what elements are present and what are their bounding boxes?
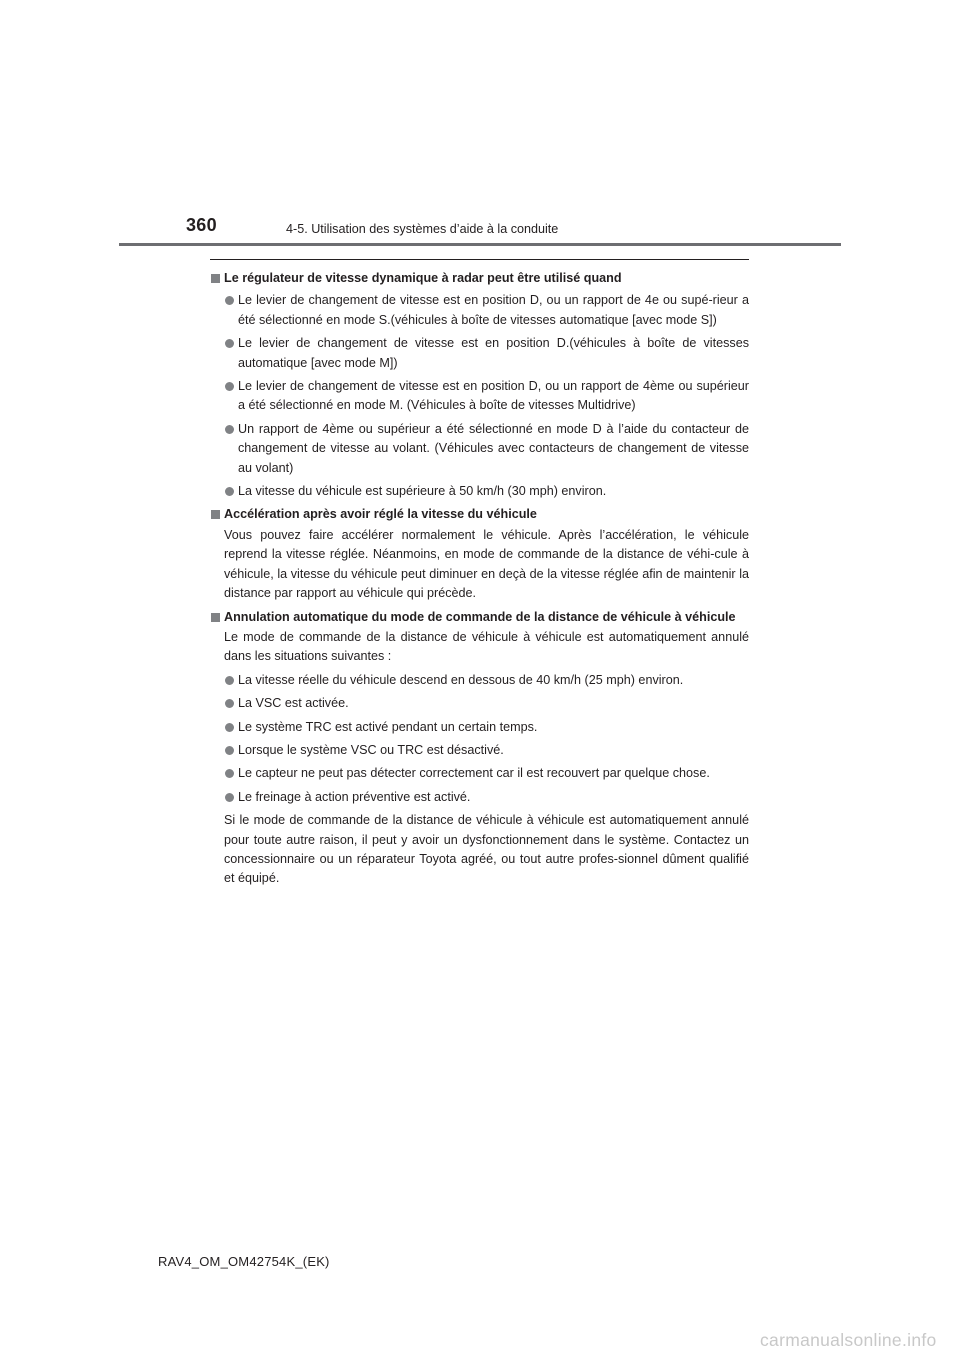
circle-bullet-icon xyxy=(225,769,234,778)
section-heading xyxy=(210,608,749,627)
list-item xyxy=(210,291,749,330)
list-item xyxy=(210,788,749,807)
list-item-text: Le levier de changement de vitesse est en position D.(véhicules à boîte de vitesses automatique [avec mode M]) xyxy=(238,336,749,370)
list-item xyxy=(210,420,749,478)
closing-paragraph: Si le mode de commande de la distance de véhicule à véhicule est automatiquement annulé pour toute autre raison, il peut y avoir un dysfonctionnement dans le système. Contactez un concessionnaire ou un réparateur Toyota agréé, ou tout autre profes-sionnel dûment qualifié et équipé. xyxy=(224,813,749,886)
section-auto-cancel xyxy=(210,608,749,889)
list-item xyxy=(210,377,749,416)
circle-bullet-icon xyxy=(225,723,234,732)
list-item-text: Un rapport de 4ème ou supérieur a été sélectionné en mode D à l’aide du contacteur de changement de vitesse au volant. (Véhicules avec contacteurs de changement de vitesse au volant) xyxy=(238,421,749,475)
section-title: Le régulateur de vitesse dynamique à radar peut être utilisé quand xyxy=(224,271,622,285)
section-acceleration xyxy=(210,505,749,603)
list-item-text: Le système TRC est activé pendant un certain temps. xyxy=(238,719,538,734)
list-item-text: La VSC est activée. xyxy=(238,696,349,711)
section-heading xyxy=(210,505,749,524)
section-conditions xyxy=(210,269,749,501)
circle-bullet-icon xyxy=(225,296,234,305)
list-item xyxy=(210,671,749,690)
header-divider xyxy=(119,243,841,246)
circle-bullet-icon xyxy=(225,339,234,348)
list-item-text: Le levier de changement de vitesse est en position D, ou un rapport de 4ème ou supérieur a été sélectionné en mode M. (Véhicules à boîte de vitesses Multidrive) xyxy=(238,379,749,413)
section-title: Accélération après avoir réglé la vitesse du véhicule xyxy=(224,507,537,522)
list-item xyxy=(210,718,749,737)
list-item xyxy=(210,334,749,373)
document-code: RAV4_OM_OM42754K_(EK) xyxy=(158,1254,330,1269)
list-item xyxy=(210,482,749,501)
list-item-text: Lorsque le système VSC ou TRC est désactivé. xyxy=(238,742,504,757)
circle-bullet-icon xyxy=(225,382,234,391)
section-heading xyxy=(210,269,749,288)
watermark: carmanualsonline.info xyxy=(760,1330,937,1350)
list-item-text: Le capteur ne peut pas détecter correctement car il est recouvert par quelque chose. xyxy=(238,766,710,781)
list-item xyxy=(210,764,749,783)
square-bullet-icon xyxy=(211,274,220,283)
square-bullet-icon xyxy=(211,613,220,622)
list-item-text: Le levier de changement de vitesse est en position D, ou un rapport de 4e ou supé-rieur a été sélectionné en mode S.(véhicules à boîte de vitesses automatique [avec mode S]) xyxy=(238,293,749,327)
list-item-text: Le freinage à action préventive est activé. xyxy=(238,789,471,804)
page-number: 360 xyxy=(186,215,217,235)
list-item xyxy=(210,741,749,760)
circle-bullet-icon xyxy=(225,793,234,802)
circle-bullet-icon xyxy=(225,487,234,496)
circle-bullet-icon xyxy=(225,699,234,708)
circle-bullet-icon xyxy=(225,746,234,755)
circle-bullet-icon xyxy=(225,676,234,685)
page-content xyxy=(210,259,749,893)
section-paragraph: Vous pouvez faire accélérer normalement le véhicule. Après l’accélération, le véhicule reprend la vitesse réglée. Néanmoins, en mode de commande de la distance de véhi-cule à véhicule, la vitesse du véhicule peut diminuer en deçà de la vitesse réglée afin de maintenir la distance par rapport au véhicule qui précède. xyxy=(224,527,749,601)
circle-bullet-icon xyxy=(225,425,234,434)
list-item xyxy=(210,694,749,713)
list-item-text: La vitesse réelle du véhicule descend en dessous de 40 km/h (25 mph) environ. xyxy=(238,672,684,687)
section-paragraph: Le mode de commande de la distance de véhicule à véhicule est automatiquement annulé dans les situations suivantes : xyxy=(224,629,749,664)
list-item-text: La vitesse du véhicule est supérieure à 50 km/h (30 mph) environ. xyxy=(238,484,607,499)
chapter-title: 4-5. Utilisation des systèmes d’aide à la conduite xyxy=(286,222,559,236)
square-bullet-icon xyxy=(211,510,220,519)
section-title: Annulation automatique du mode de commande de la distance de véhicule à véhicule xyxy=(224,609,736,624)
